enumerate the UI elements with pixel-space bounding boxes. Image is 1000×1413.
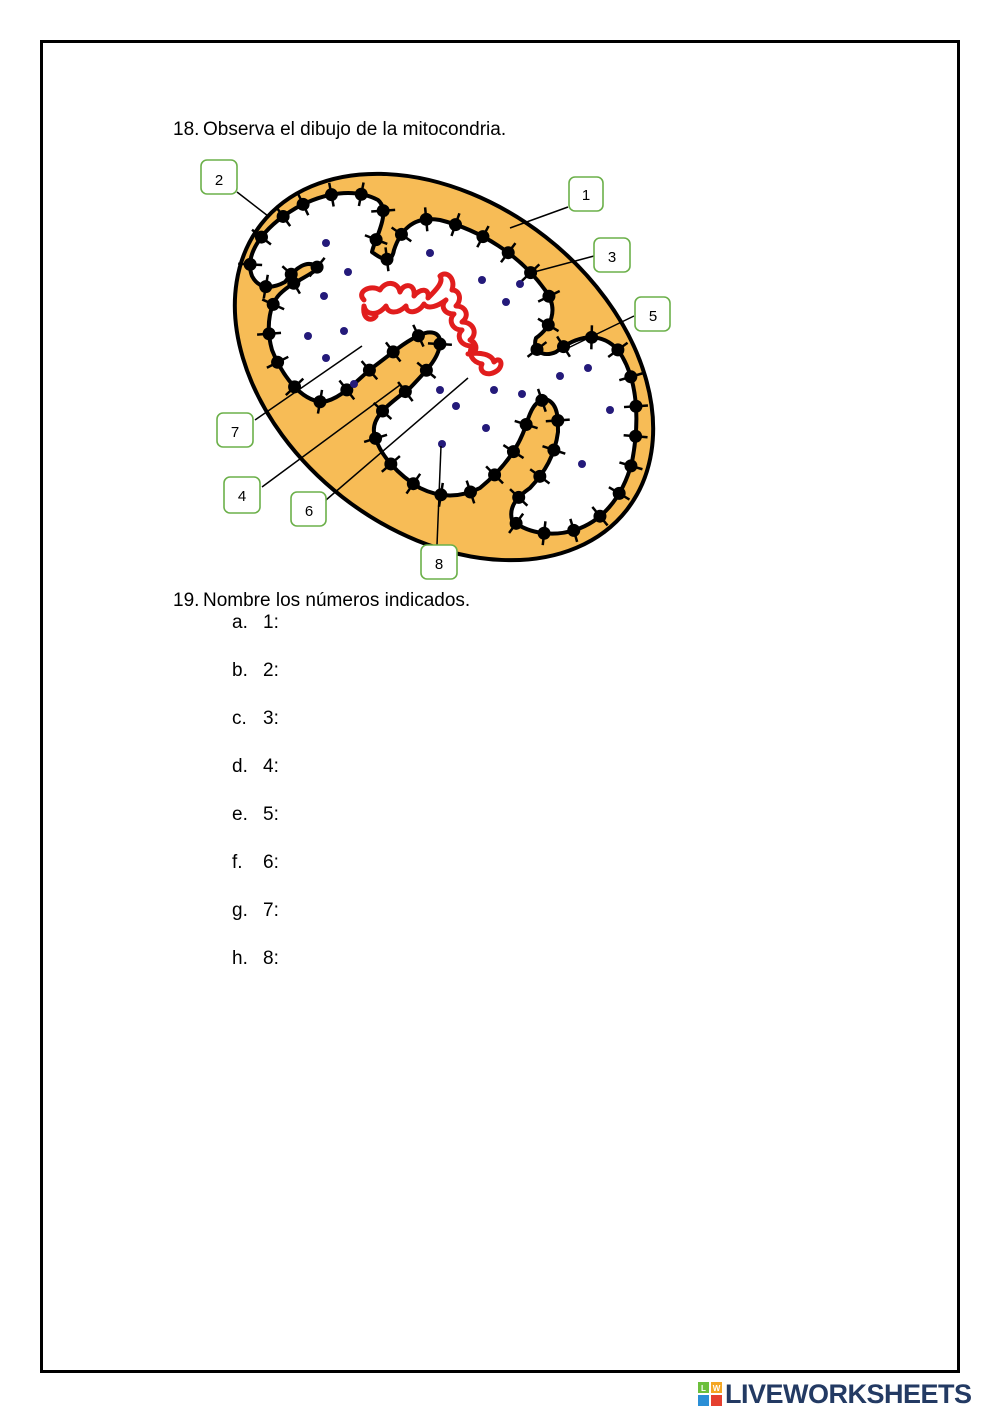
ribosome-dot: [322, 239, 330, 247]
atp-synthase-stalk: [371, 210, 395, 212]
answer-letter: c.: [232, 708, 247, 729]
ribosome-dot: [490, 386, 498, 394]
ribosome-dot: [304, 332, 312, 340]
svg-text:1: 1: [581, 187, 591, 204]
question-text: Observa el dibujo de la mitocondria.: [203, 119, 507, 140]
answer-label: 3:: [263, 708, 279, 729]
question-number: 18.: [173, 119, 200, 140]
svg-text:W: W: [712, 1384, 721, 1393]
ribosome-dot: [436, 386, 444, 394]
ribosome-dot: [438, 440, 446, 448]
answer-label: 8:: [263, 948, 279, 969]
svg-text:7: 7: [230, 424, 240, 441]
label-3: [594, 238, 630, 272]
svg-text:5: 5: [648, 308, 658, 325]
question-18: [173, 119, 506, 141]
answer-input-4[interactable]: [292, 756, 816, 780]
answer-letter: g.: [232, 900, 248, 921]
answer-label: 4:: [263, 756, 279, 777]
ribosome-dot: [516, 280, 524, 288]
mitochondria-diagram: [190, 150, 680, 590]
question-text: Nombre los números indicados.: [203, 590, 471, 611]
liveworksheets-logo[interactable]: [698, 1378, 972, 1410]
answer-item: [232, 804, 279, 852]
ribosome-dot: [478, 276, 486, 284]
label-7: [217, 413, 253, 447]
answer-item: [232, 612, 279, 660]
ribosome-dot: [350, 380, 358, 388]
answer-letter: f.: [232, 852, 243, 873]
answer-input-5[interactable]: [292, 804, 816, 828]
answer-input-1[interactable]: [292, 612, 816, 636]
answer-list: [232, 612, 279, 996]
ribosome-dot: [340, 327, 348, 335]
answer-input-7[interactable]: [292, 900, 816, 924]
answer-input-3[interactable]: [292, 708, 816, 732]
ribosome-dot: [482, 424, 490, 432]
answer-letter: d.: [232, 756, 248, 777]
answer-item: [232, 852, 279, 900]
ribosome-dot: [426, 249, 434, 257]
inner-membrane: [250, 193, 636, 534]
label-4: [224, 477, 260, 513]
label-2: [201, 160, 237, 194]
ribosome-dot: [502, 298, 510, 306]
answer-item: [232, 900, 279, 948]
svg-text:L: L: [701, 1384, 706, 1393]
atp-synthase-stalk: [546, 420, 570, 422]
answer-input-2[interactable]: [292, 660, 816, 684]
answer-item: [232, 948, 279, 996]
answer-letter: a.: [232, 612, 248, 633]
answer-item: [232, 660, 279, 708]
answer-letter: e.: [232, 804, 248, 825]
answer-item: [232, 756, 279, 804]
ribosome-dot: [452, 402, 460, 410]
answer-letter: b.: [232, 660, 248, 681]
ribosome-dot: [556, 372, 564, 380]
label-6: [291, 492, 326, 526]
answer-label: 1:: [263, 612, 279, 633]
ribosome-dot: [320, 292, 328, 300]
ribosome-dot: [606, 406, 614, 414]
atp-synthase-stalk: [428, 343, 452, 344]
liveworksheets-grid-icon: [698, 1382, 722, 1406]
label-8: [421, 545, 457, 579]
svg-text:8: 8: [434, 556, 444, 573]
atp-synthase-stalk: [238, 264, 262, 265]
answer-label: 5:: [263, 804, 279, 825]
svg-text:2: 2: [214, 172, 224, 189]
answer-item: [232, 708, 279, 756]
question-19: [173, 590, 470, 612]
ribosome-dot: [584, 364, 592, 372]
label-5: [635, 297, 670, 331]
svg-text:4: 4: [237, 488, 247, 505]
answer-letter: h.: [232, 948, 248, 969]
ribosome-dot: [578, 460, 586, 468]
svg-text:6: 6: [304, 503, 314, 520]
logo-text: LIVEWORKSHEETS: [725, 1378, 972, 1409]
answer-input-8[interactable]: [292, 948, 816, 972]
ribosome-dot: [518, 390, 526, 398]
ribosome-dot: [322, 354, 330, 362]
question-number: 19.: [173, 590, 200, 611]
atp-synthase-stalk: [624, 405, 648, 407]
answer-label: 7:: [263, 900, 279, 921]
label-1: [569, 177, 603, 211]
svg-text:3: 3: [607, 249, 617, 266]
answer-label: 2:: [263, 660, 279, 681]
answer-label: 6:: [263, 852, 279, 873]
ribosome-dot: [344, 268, 352, 276]
answer-input-6[interactable]: [292, 852, 816, 876]
